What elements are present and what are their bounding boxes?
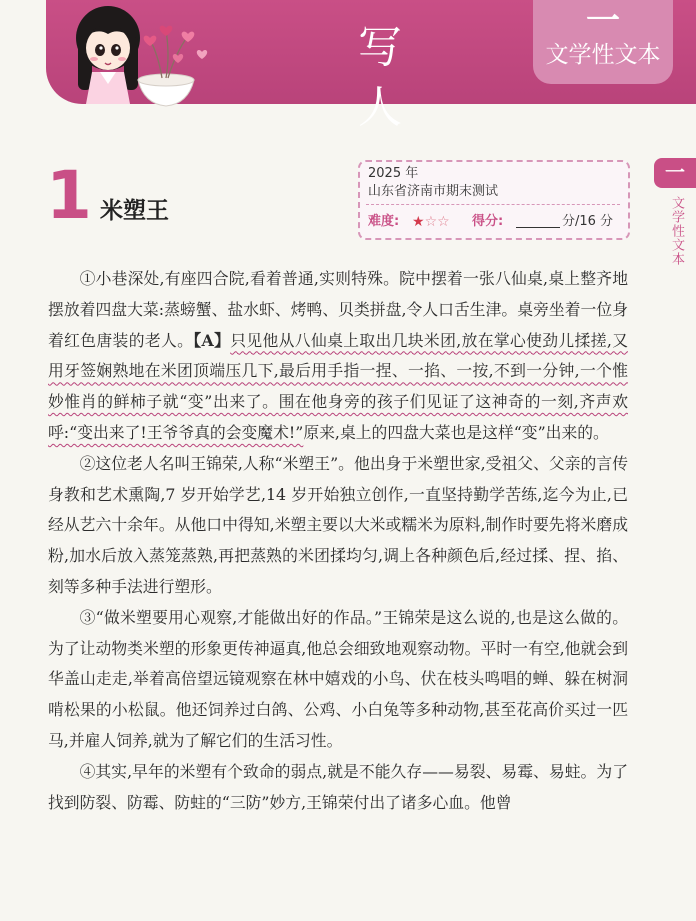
lesson-title: 米塑王	[100, 198, 169, 224]
annotation-marker-a: 【A】	[193, 330, 231, 350]
star-filled-icon: ★	[412, 214, 425, 230]
exam-source: 山东省济南市期末测试	[368, 184, 499, 199]
genre-label: 文学性文本	[545, 42, 661, 68]
genre-badge	[533, 0, 673, 84]
paragraph-3: ③“做米塑要用心观察,才能做出好的作品。”王锦荣是这么说的,也是这么做的。为了让动物类米塑的形象更传神逼真,他总会细致地观察动物。平时一有空,他就会到华盖山走走,举着高倍望远镜观察在林中嬉戏的小鸟、伏在枝头鸣唱的蝉、躲在树洞啃松果的小松鼠。他还饲养过白鸽、公鸡、小白兔等多种动物,甚至花高价买过一匹马,并雇人饲养,就为了解它们的生活习性。	[48, 607, 628, 750]
star-empty-icon: ☆	[424, 214, 438, 230]
paragraph-2: ②这位老人名叫王锦荣,人称“米塑王”。他出身于米塑世家,受祖父、父亲的言传身教和艺术熏陶,7 岁开始学艺,14 岁开始独立创作,一直坚持勤学苦练,迄今为止,已经从艺六十余年。从他口中得知,米塑主要以大米或糯米为原料,制作时要先将米磨成粉,加水后放入蒸笼蒸熟,再把蒸熟的米团揉均匀,调上各种颜色后,经过揉、捏、掐、刻等多种手法进行塑形。	[48, 453, 628, 596]
difficulty-label: 难度:	[368, 214, 400, 229]
score-blank-line[interactable]	[516, 227, 560, 228]
underlined-passage-a: 只见他从八仙桌上取出几块米团,放在掌心使劲儿揉搓,又用牙签娴熟地在米团顶端压几下,最后用手指一捏、一掐、一按,不到一分钟,一个惟妙惟肖的鲜柿子就“变”出来了。	[48, 330, 628, 412]
side-tab-number: 一	[654, 158, 696, 188]
card-divider	[366, 204, 620, 205]
unit-title: 写 人	[358, 22, 450, 133]
exam-year: 2025 年	[368, 166, 419, 181]
lesson-number: 1	[46, 157, 92, 234]
paragraph-4: ④其实,早年的米塑有个致命的弱点,就是不能久存——易裂、易霉、易蛀。为了找到防裂、防霉、防蛀的“三防”妙方,王锦荣付出了诸多心血。他曾	[48, 761, 628, 812]
side-tab-label: 文学性文本	[669, 196, 684, 266]
paragraph-1	[48, 264, 628, 449]
exam-info-card	[358, 160, 630, 240]
genre-number: 一	[586, 1, 620, 41]
difficulty-stars	[412, 212, 460, 232]
score-label: 得分:	[472, 214, 504, 229]
score-total: 分/16 分	[562, 214, 614, 229]
paragraph-1-intro: ①小巷深处,有座四合院,看着普通,实则特殊。院中摆着一张八仙桌,桌上整齐地摆放着四盘大菜:蒸螃蟹、盐水虾、烤鸭、贝类拼盘,令人口舌生津。桌旁坐着一位身着红色唐装的老人。	[48, 269, 628, 350]
difficulty-score-row	[368, 212, 620, 232]
article-body	[48, 264, 628, 818]
paragraph-1-ending: 原来,桌上的四盘大菜也是这样“变”出来的。	[303, 422, 609, 442]
girl-illustration-icon	[66, 0, 226, 112]
star-empty-icon: ☆	[437, 214, 450, 230]
underlined-passage-b: 围在他身旁的孩子们见证了这神奇的一刻,齐声欢呼:“变出来了!王爷爷真的会变魔术!”	[48, 392, 628, 442]
